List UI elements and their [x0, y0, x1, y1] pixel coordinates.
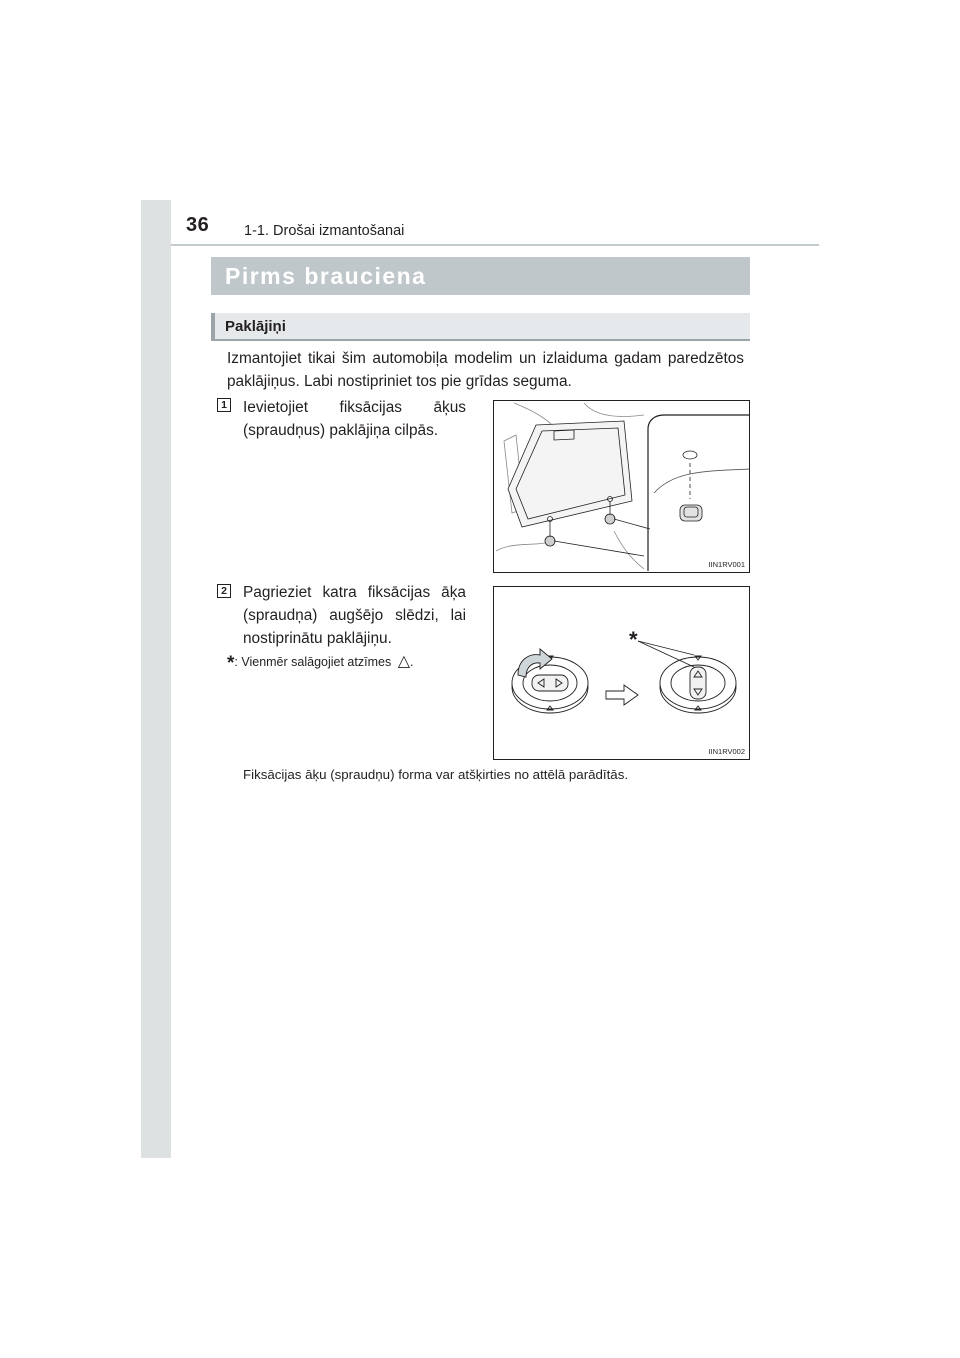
footnote-marker: * [227, 653, 235, 674]
hook-lock-illustration [494, 587, 750, 760]
side-bar [141, 200, 171, 1158]
header-rule [171, 244, 819, 246]
figure-asterisk: * [629, 627, 638, 652]
step-badge-2: 2 [217, 584, 231, 598]
triangle-mark-icon: △ [397, 653, 410, 670]
subsection-title: Paklājiņi [225, 318, 286, 335]
shape-note: Fiksācijas āķu (spraudņu) forma var atšķirties no attēlā parādītās. [243, 767, 629, 782]
footnote-end: . [410, 655, 414, 669]
footnote [227, 651, 413, 675]
figure-code-1: IIN1RV001 [708, 560, 745, 569]
step-text-2: Pagrieziet katra fiksācijas āķa (spraudņa) augšējo slēdzi, lai nostiprinātu paklājiņu. [243, 584, 466, 647]
page-number: 36 [186, 214, 210, 236]
step-badge-1: 1 [217, 398, 231, 412]
section-banner [211, 257, 750, 295]
subsection-header [211, 313, 750, 341]
section-title: Pirms brauciena [225, 263, 427, 289]
footnote-text: : Vienmēr salāgojiet atzīmes [234, 655, 392, 669]
hook-lock-figure [493, 586, 750, 760]
chapter-title: 1-1. Drošai izmantošanai [244, 223, 405, 239]
floor-mat-figure [493, 400, 750, 573]
subsection-marker [211, 313, 215, 339]
figure-code-2: IIN1RV002 [708, 747, 745, 756]
intro-paragraph: Izmantojiet tikai šim automobiļa modelim un izlaiduma gadam paredzētos paklājiņus. Labi nostipriniet tos pie grīdas seguma. [227, 350, 744, 390]
step-text-1: Ievietojiet fiksācijas āķus (spraudņus) paklājiņa cilpās. [243, 399, 466, 439]
floor-mat-illustration [494, 401, 750, 573]
